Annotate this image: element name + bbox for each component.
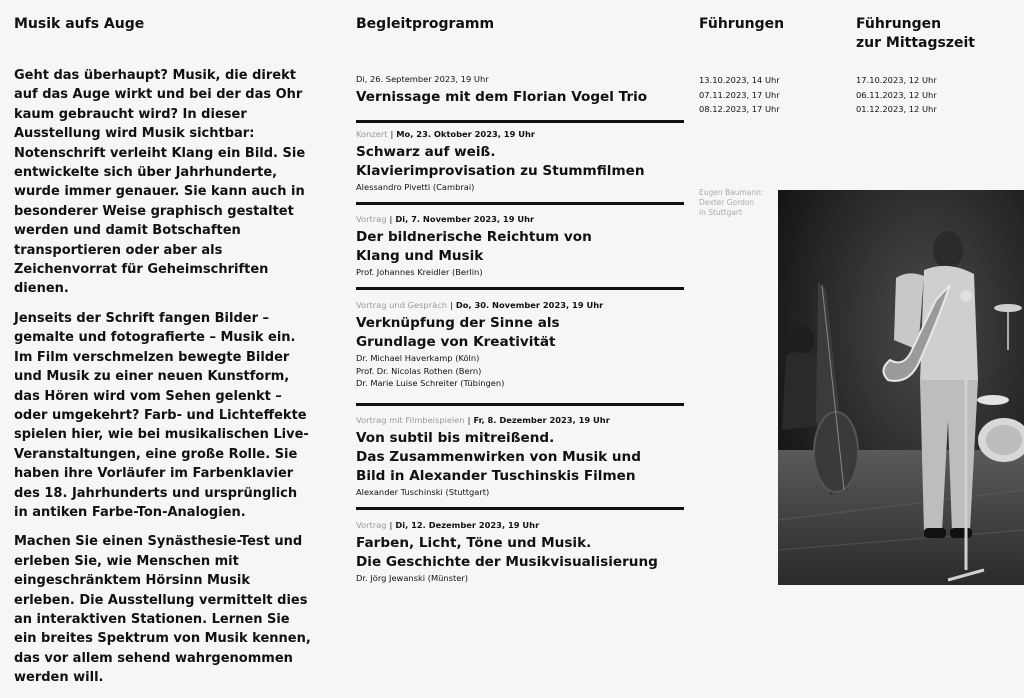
tour-date-1: 13.10.2023, 14 Uhr xyxy=(699,75,780,85)
event-5-speaker: Alexander Tuschinski (Stuttgart) xyxy=(356,487,490,497)
noon-tours-heading-line-1: Führungen xyxy=(856,16,942,32)
event-1 xyxy=(356,74,684,107)
exhibition-paragraph-1: Geht das überhaupt? Musik, die direkt auf das Auge wirkt und bei der das Ohr kaum gebraucht wird? In dieser Ausstellung wird Musik sichtbar: Notenschrift verleiht Klang ein Bild. Sie entwickelte sich über Jahrhunderte, wurde immer genauer. Sie kann auch in besonderer Weise graphisch gestaltet werden und damit Botschaften transportieren oder aber als Zeichenvorrat für Geheimschriften dienen. xyxy=(14,68,306,297)
event-1-title: Vernissage mit dem Florian Vogel Trio xyxy=(356,89,648,105)
event-2: Konzert | Mo, 23. Oktober 2023, 19 Uhr Schwarz auf weiß. Klavierimprovisation zu Stummfilmen Alessandro Pivetti (Cambrai) xyxy=(356,120,684,194)
event-3: Vortrag | Di, 7. November 2023, 19 Uhr Der bildnerische Reichtum von Klang und Musik Prof. Johannes Kreidler (Berlin) xyxy=(356,202,684,279)
event-4-date: Do, 30. November 2023, 19 Uhr xyxy=(455,300,604,310)
photo-caption-line-2: Dexter Gordon xyxy=(699,198,755,207)
jazz-photo xyxy=(778,190,1024,585)
event-4: Vortrag und Gespräch | Do, 30. November 2023, 19 Uhr Verknüpfung der Sinne als Grundlage von Kreativität Dr. Michael Haverkamp (Köln) Prof. Dr. Nicolas Rothen (Bern) Dr. Marie Luise Schreiter (Tübingen) xyxy=(356,287,684,390)
exhibition-paragraph-3: Machen Sie einen Synästhesie-Test und erleben Sie, wie Menschen mit eingeschränktem Hörsinn Musik erleben. Die Ausstellung vermittelt dies an interaktiven Stationen. Lernen Sie ein breites Spektrum von Musik kennen, das vor allem sehend wahrgenommen werden will. xyxy=(14,534,311,686)
tour-date-3: 08.12.2023, 17 Uhr xyxy=(699,104,780,114)
event-5: Vortrag mit Filmbeispielen | Fr, 8. Dezember 2023, 19 Uhr Von subtil bis mitreißend. Das Zusammenwirken von Musik und Bild in Alexander Tuschinskis Filmen Alexander Tuschinski (Stuttgart) xyxy=(356,403,684,499)
event-6-date: Di, 12. Dezember 2023, 19 Uhr xyxy=(395,520,540,530)
event-4-title-line-1: Verknüpfung der Sinne als xyxy=(356,315,560,331)
photo-caption xyxy=(699,188,763,218)
event-3-date: Di, 7. November 2023, 19 Uhr xyxy=(395,214,535,224)
tour-date-2: 07.11.2023, 17 Uhr xyxy=(699,89,780,100)
noon-tour-date-3: 01.12.2023, 12 Uhr xyxy=(856,104,937,114)
event-2-speaker: Alessandro Pivetti (Cambrai) xyxy=(356,182,475,192)
event-2-title-line-1: Schwarz auf weiß. xyxy=(356,144,496,160)
noon-tour-date-2: 06.11.2023, 12 Uhr xyxy=(856,89,937,100)
exhibition-text xyxy=(14,66,314,698)
exhibition-paragraph-2: Jenseits der Schrift fangen Bilder – gemalte und fotografierte – Musik ein. Im Film verschmelzen bewegte Bilder und Musik zu einer neuen Kunstform, das Hören wird vom Sehen gelenkt – oder umgekehrt? Farb- und Lichteffekte spielen hier, wie bei musikalischen Live-Veranstaltungen, eine große Rolle. Sie haben ihre Vorläufer im Farbenklavier des 18. Jahrhunderts und ursprünglich in antiken Farbe-Ton-Analogien. xyxy=(14,310,309,520)
tours-dates xyxy=(699,73,780,117)
event-3-type: Vortrag xyxy=(356,214,387,224)
photo-caption-line-1: Eugen Baumann: xyxy=(699,188,764,197)
event-3-title-line-2: Klang und Musik xyxy=(356,248,484,264)
event-5-title-line-1: Von subtil bis mitreißend. xyxy=(356,430,555,446)
event-5-title-line-2: Das Zusammenwirken von Musik und xyxy=(356,449,641,465)
event-2-date: Mo, 23. Oktober 2023, 19 Uhr xyxy=(396,129,535,139)
event-4-type: Vortrag und Gespräch xyxy=(356,300,448,310)
event-2-type: Konzert xyxy=(356,129,388,139)
noon-tours-dates xyxy=(856,73,937,117)
event-6-title-line-2: Die Geschichte der Musikvisualisierung xyxy=(356,554,658,570)
photo-caption-line-3: in Stuttgart xyxy=(699,208,742,217)
program-heading: Begleitprogramm xyxy=(356,16,495,32)
exhibition-heading: Musik aufs Auge xyxy=(14,16,145,32)
event-4-title-line-2: Grundlage von Kreativität xyxy=(356,334,556,350)
event-6-title-line-1: Farben, Licht, Töne und Musik. xyxy=(356,535,592,551)
event-5-type: Vortrag mit Filmbeispielen xyxy=(356,415,465,425)
event-2-title-line-2: Klavierimprovisation zu Stummfilmen xyxy=(356,163,645,179)
event-4-speaker-1: Dr. Michael Haverkamp (Köln) xyxy=(356,353,480,363)
noon-tour-date-1: 17.10.2023, 12 Uhr xyxy=(856,75,937,85)
event-3-title-line-1: Der bildnerische Reichtum von xyxy=(356,229,592,245)
event-4-speaker-2: Prof. Dr. Nicolas Rothen (Bern) xyxy=(356,365,482,376)
saxophonist-photo-illustration xyxy=(778,190,1024,585)
event-6-type: Vortrag xyxy=(356,520,387,530)
tours-heading: Führungen xyxy=(699,16,785,32)
event-6: Vortrag | Di, 12. Dezember 2023, 19 Uhr Farben, Licht, Töne und Musik. Die Geschichte der Musikvisualisierung Dr. Jörg Jewanski (Münster) xyxy=(356,507,684,585)
event-3-speaker: Prof. Johannes Kreidler (Berlin) xyxy=(356,267,483,277)
event-6-speaker: Dr. Jörg Jewanski (Münster) xyxy=(356,573,468,583)
event-1-date: Di, 26. September 2023, 19 Uhr xyxy=(356,74,489,84)
event-5-title-line-3: Bild in Alexander Tuschinskis Filmen xyxy=(356,468,636,484)
noon-tours-heading-line-2: zur Mittagszeit xyxy=(856,35,975,51)
event-5-date: Fr, 8. Dezember 2023, 19 Uhr xyxy=(473,415,610,425)
noon-tours-heading xyxy=(856,15,975,53)
event-4-speaker-3: Dr. Marie Luise Schreiter (Tübingen) xyxy=(356,378,505,388)
